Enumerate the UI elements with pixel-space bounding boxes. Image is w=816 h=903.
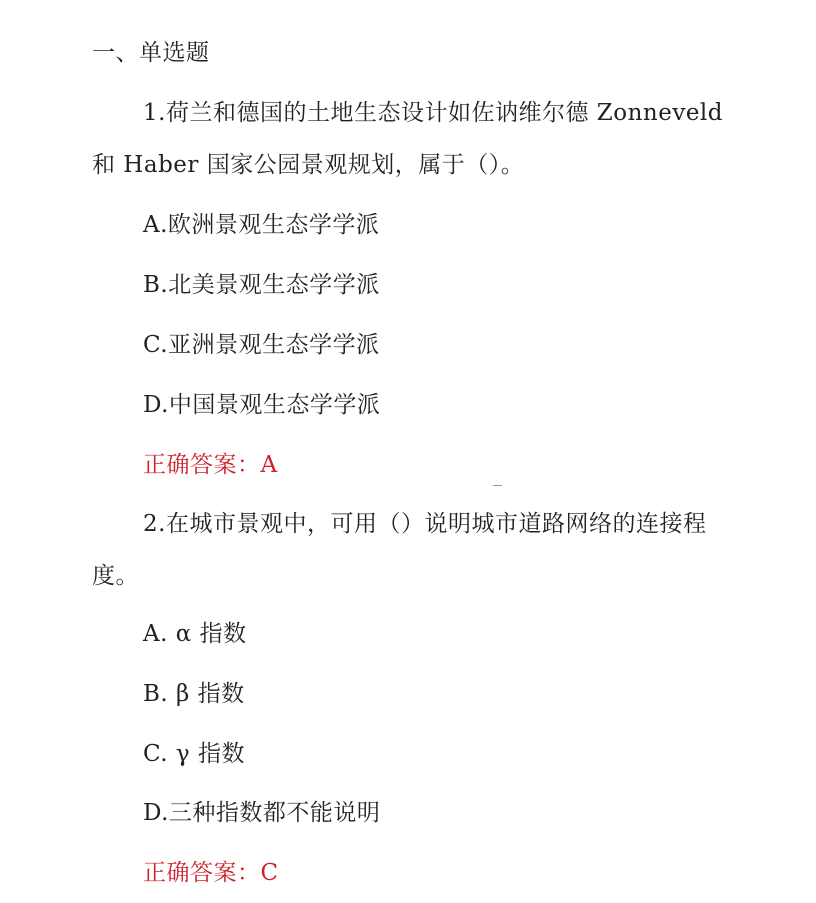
question-1-option-d: D.中国景观生态学学派 bbox=[143, 392, 381, 418]
section-title: 一、单选题 bbox=[92, 40, 210, 66]
question-1-option-b: B.北美景观生态学学派 bbox=[143, 272, 380, 298]
question-2-option-b: B. β 指数 bbox=[143, 681, 245, 707]
question-2-answer: 正确答案：C bbox=[143, 860, 279, 886]
question-1-option-c: C.亚洲景观生态学学派 bbox=[143, 332, 380, 358]
question-1-option-a: A.欧洲景观生态学学派 bbox=[143, 212, 380, 238]
question-1-answer: 正确答案：A bbox=[143, 452, 278, 478]
question-1-text-line-1: 1.荷兰和德国的土地生态设计如佐讷维尔德 Zonneveld bbox=[143, 100, 724, 126]
question-1-text-line-2: 和 Haber 国家公园景观规划，属于（）。 bbox=[92, 152, 525, 178]
question-2-option-c: C. γ 指数 bbox=[143, 741, 245, 767]
question-2-option-d: D.三种指数都不能说明 bbox=[143, 800, 381, 826]
stray-mark bbox=[493, 485, 502, 486]
question-2-option-a: A. α 指数 bbox=[143, 621, 247, 647]
question-2-text-line-2: 度。 bbox=[92, 563, 139, 589]
question-2-text-line-1: 2.在城市景观中，可用（）说明城市道路网络的连接程 bbox=[143, 511, 707, 537]
